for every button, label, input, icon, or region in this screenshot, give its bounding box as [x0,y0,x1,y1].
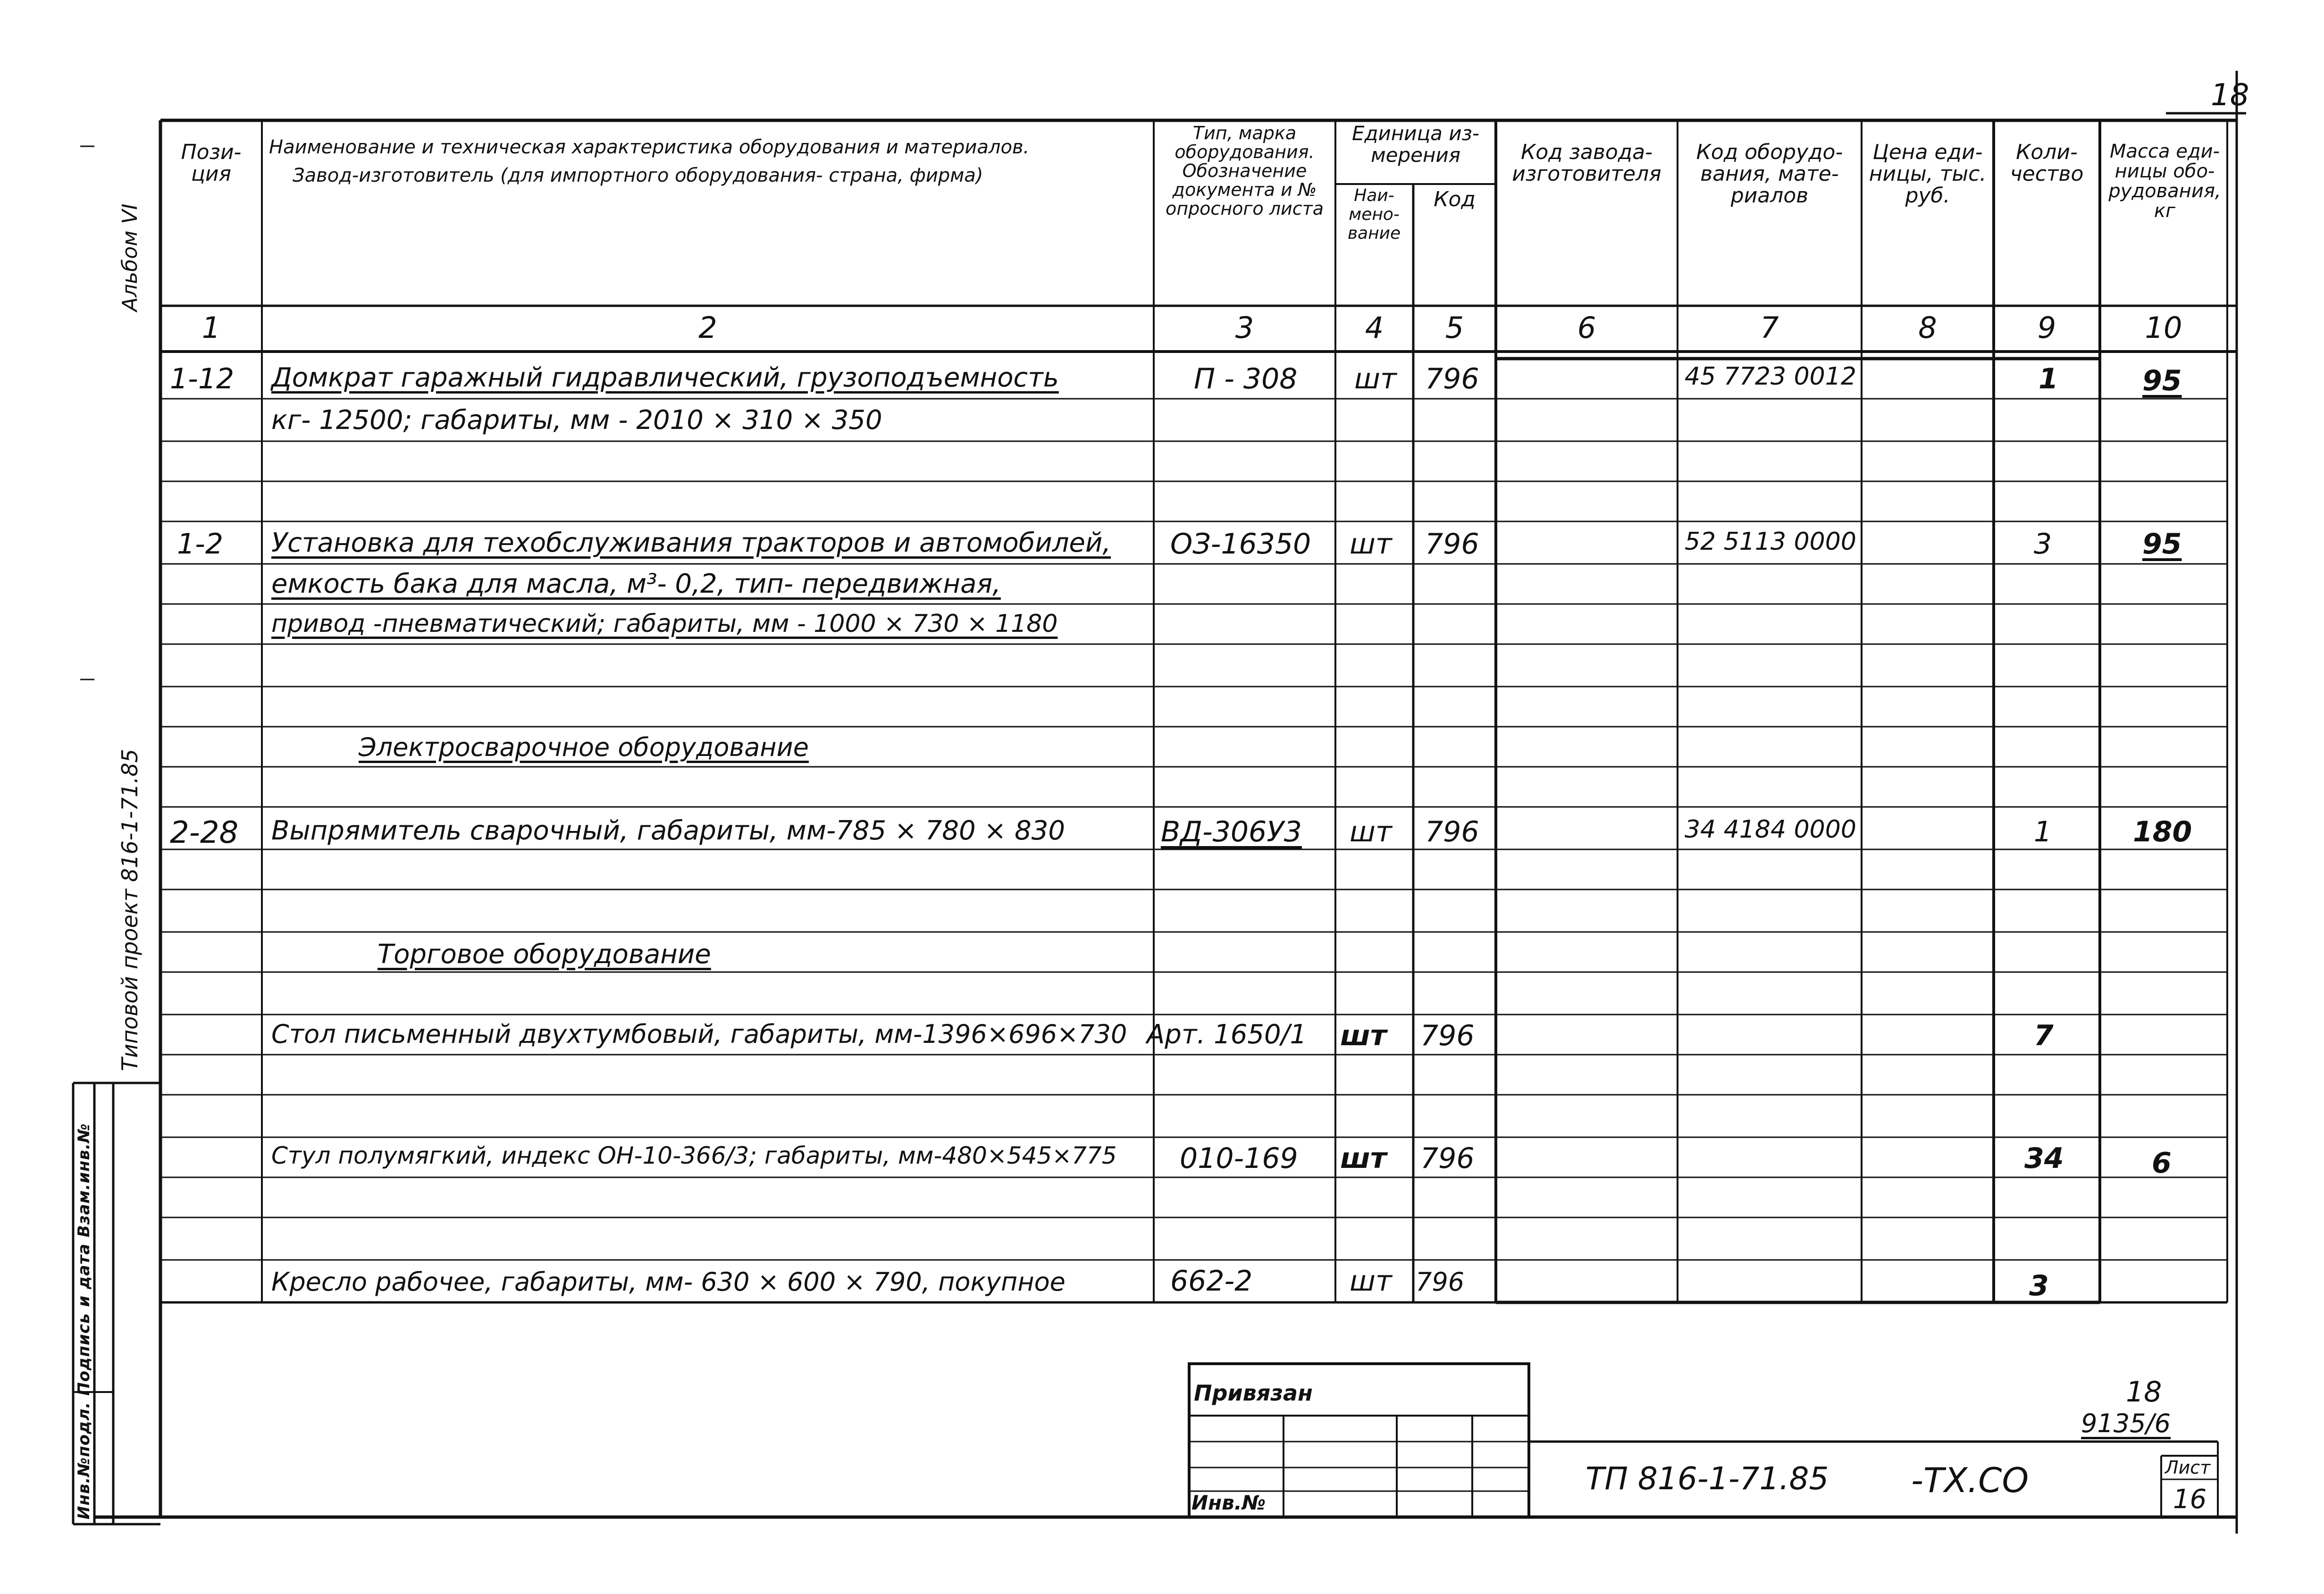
row4-unit: шт [1340,1019,1387,1052]
row2-type: ОЗ-16350 [1170,528,1311,561]
stamp-privyazan: Привязан [1194,1380,1313,1406]
row1-type: П - 308 [1194,362,1298,395]
row3-unit: шт [1350,815,1392,848]
page-number: 18 [2211,78,2249,113]
ref-number-bottom: 9135/6 [2081,1409,2171,1438]
row3-name: Выпрямитель сварочный, габариты, мм-785 × 780 × 830 [271,815,1065,846]
colnum-10: 10 [2145,310,2182,345]
header-unit-name: Наи-мено-вание [1347,186,1401,243]
row1-position: 1-12 [170,362,235,395]
row3-material-code: 34 4184 0000 [1685,815,1856,844]
row3-quantity: 1 [2034,815,2052,848]
doc-suffix: -ТХ.СО [1911,1460,2029,1500]
colnum-6: 6 [1577,310,1596,345]
ref-number-top: 18 [2126,1376,2162,1409]
row2-unit: шт [1350,528,1392,561]
section-trade: Торговое оборудование [378,939,711,970]
row2-quantity: 3 [2034,528,2052,561]
row2-material-code: 52 5113 0000 [1685,528,1856,556]
row2-name-line3: привод -пневматический; габариты, мм - 1000 × 730 × 1180 [271,610,1058,638]
colnum-5: 5 [1445,310,1464,345]
album-label: Альбом VI [118,203,142,311]
header-unit-code: Код [1434,187,1476,211]
colnum-3: 3 [1235,310,1254,345]
row3-mass: 180 [2133,815,2192,848]
colnum-1: 1 [201,310,221,345]
header-position: Пози-ция [181,140,242,186]
colnum-4: 4 [1365,310,1384,345]
row4-type: Арт. 1650/1 [1147,1019,1307,1050]
row1-mass: 95 [2142,364,2182,397]
project-label: Типовой проект 816-1-71.85 [117,749,143,1071]
header-mass: Масса еди-ницы обо-рудования, кг [2108,141,2221,222]
row2-mass: 95 [2142,528,2182,561]
colnum-2: 2 [698,310,717,345]
colnum-9: 9 [2037,310,2056,345]
row3-type: ВД-306У3 [1161,815,1302,848]
row5-name: Стул полумягкий, индекс ОН-10-366/3; габариты, мм-480×545×775 [271,1142,1117,1169]
doc-code: ТП 816-1-71.85 [1586,1460,1829,1497]
row4-quantity: 7 [2034,1019,2054,1052]
section-welding: Электросварочное оборудование [359,732,809,762]
header-name-line2: Завод-изготовитель (для импортного оборудования- страна, фирма) [293,165,983,186]
header-type: Тип, марка оборудования. Обозначение документа и № опросного листа [1165,123,1324,219]
row6-unit: шт [1350,1265,1392,1298]
header-factory-code: Код завода-изготовителя [1512,140,1661,186]
header-material-code: Код оборудо-вания, мате-риалов [1696,140,1843,208]
colnum-7: 7 [1760,310,1779,345]
row6-type: 662-2 [1170,1265,1253,1298]
stamp-inv: Инв.№ [1191,1491,1266,1514]
colnum-8: 8 [1918,310,1937,345]
row1-name-line1: Домкрат гаражный гидравлический, грузоподъемность [271,362,1059,393]
row4-unit-code: 796 [1420,1019,1475,1052]
row1-material-code: 45 7723 0012 [1685,362,1856,391]
row5-mass: 6 [2152,1147,2172,1180]
row6-name: Кресло рабочее, габариты, мм- 630 × 600 × 790, покупное [271,1267,1066,1297]
row6-quantity: 3 [2029,1269,2049,1302]
row1-name-line2: кг- 12500; габариты, мм - 2010 × 310 × 350 [271,405,882,436]
row2-name-line1: Установка для техобслуживания тракторов и автомобилей, [271,528,1111,558]
header-name-line1: Наименование и техническая характеристика оборудования и материалов. [269,136,1030,158]
row5-quantity: 34 [2024,1142,2064,1175]
sheet-label: Лист [2165,1457,2211,1478]
header-quantity: Коли-чество [2010,140,2084,186]
row2-name-line2: емкость бака для масла, м³- 0,2, тип- передвижная, [271,569,1001,599]
row6-unit-code: 796 [1416,1267,1465,1297]
row1-unit: шт [1354,362,1397,395]
row2-unit-code: 796 [1425,528,1479,561]
row3-unit-code: 796 [1425,815,1479,848]
sheet-number: 16 [2173,1484,2207,1515]
header-price: Цена еди-ницы, тыс. руб. [1869,140,1987,208]
row5-unit: шт [1340,1142,1387,1175]
row1-quantity: 1 [2039,362,2058,395]
inv-stamp: Инв.№подл. Подпись и дата Взам.инв.№ [75,1123,93,1519]
row5-unit-code: 796 [1420,1142,1475,1175]
row2-position: 1-2 [177,528,223,561]
row3-position: 2-28 [170,815,239,850]
row1-unit-code: 796 [1425,362,1479,395]
row4-name: Стол письменный двухтумбовый, габариты, мм-1396×696×730 [271,1019,1127,1049]
header-unit: Единица из-мерения [1351,122,1480,167]
row5-type: 010-169 [1180,1142,1298,1175]
